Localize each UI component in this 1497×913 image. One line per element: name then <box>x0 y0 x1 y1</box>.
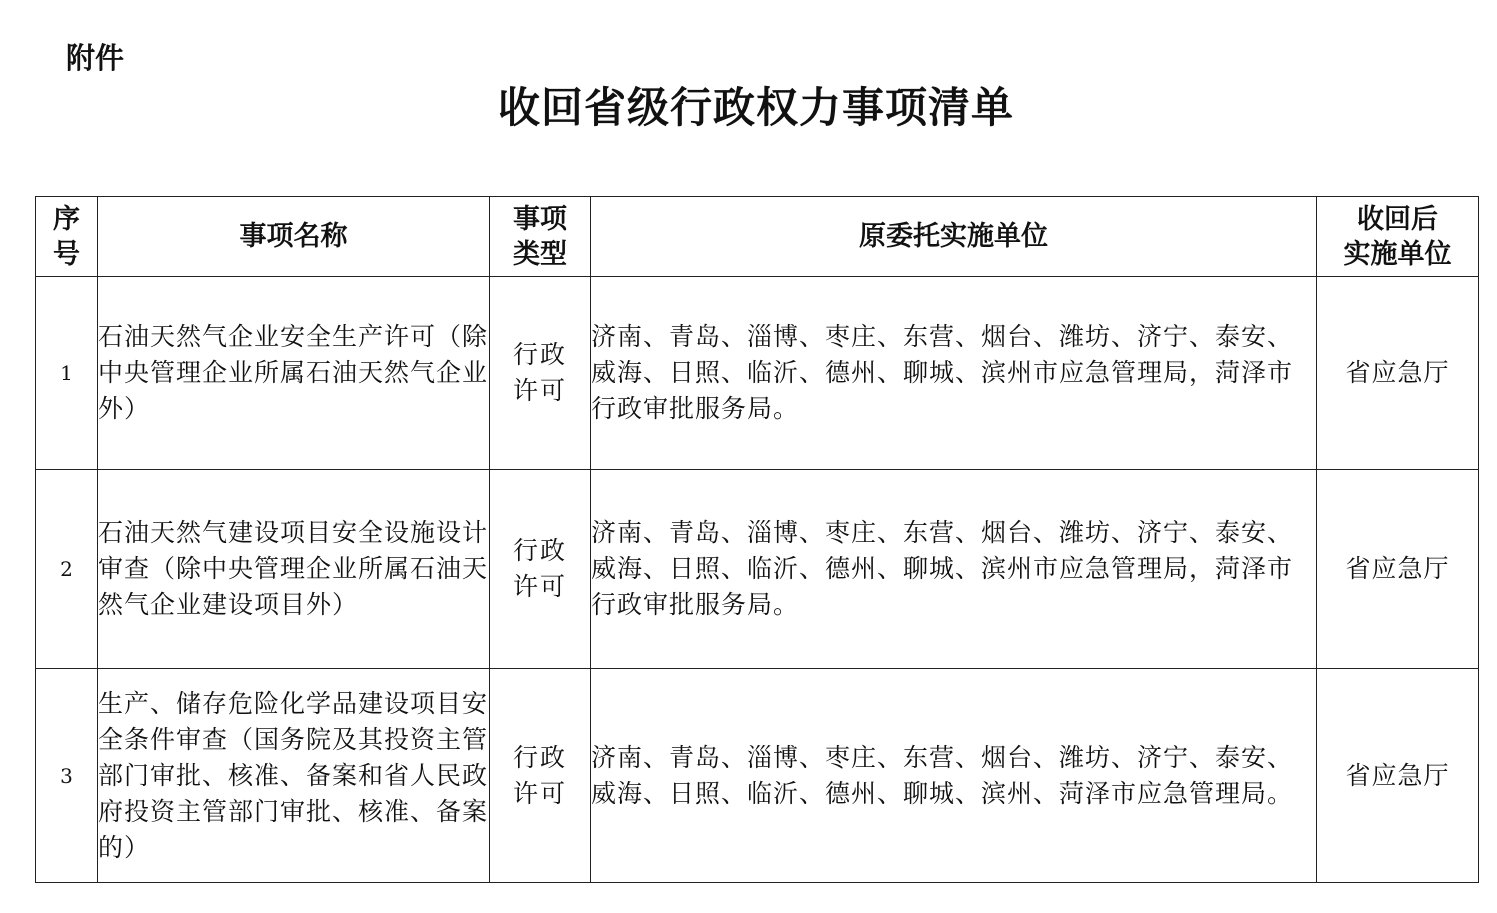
row-item-name: 石油天然气企业安全生产许可（除中央管理企业所属石油天然气企业外） <box>98 277 490 470</box>
column-header-name: 事项名称 <box>98 197 490 277</box>
row-item-type <box>490 669 591 883</box>
column-header-index-line1: 序 <box>53 203 80 235</box>
row-item-type-line2: 许可 <box>512 572 567 601</box>
table-header-row <box>36 197 1479 277</box>
row-index: 3 <box>36 669 98 883</box>
column-header-original-unit: 原委托实施单位 <box>591 197 1317 277</box>
items-table <box>35 196 1479 883</box>
column-header-type-line2: 类型 <box>513 238 567 270</box>
row-after-unit: 省应急厅 <box>1317 277 1479 470</box>
row-item-name: 生产、储存危险化学品建设项目安全条件审查（国务院及其投资主管部门审批、核准、备案和省人民政府投资主管部门审批、核准、备案的） <box>98 669 490 883</box>
table-row <box>36 277 1479 470</box>
row-index: 2 <box>36 470 98 669</box>
row-after-unit: 省应急厅 <box>1317 669 1479 883</box>
row-item-type-line1: 行政 <box>512 536 567 565</box>
column-header-after-unit <box>1317 197 1479 277</box>
row-item-name: 石油天然气建设项目安全设施设计审查（除中央管理企业所属石油天然气企业建设项目外） <box>98 470 490 669</box>
table-row <box>36 470 1479 669</box>
column-header-index <box>36 197 98 277</box>
attachment-label: 附件 <box>66 41 125 75</box>
row-original-unit: 济南、青岛、淄博、枣庄、东营、烟台、潍坊、济宁、泰安、威海、日照、临沂、德州、聊城、滨州、菏泽市应急管理局。 <box>591 669 1317 883</box>
column-header-type-line1: 事项 <box>513 203 567 235</box>
row-item-type <box>490 277 591 470</box>
row-item-type-line2: 许可 <box>512 778 567 808</box>
column-header-index-line2: 号 <box>53 238 80 270</box>
column-header-after-line2: 实施单位 <box>1343 238 1452 270</box>
column-header-after-line1: 收回后 <box>1357 203 1438 235</box>
document-title: 收回省级行政权力事项清单 <box>497 83 1014 132</box>
row-original-unit: 济南、青岛、淄博、枣庄、东营、烟台、潍坊、济宁、泰安、威海、日照、临沂、德州、聊城、滨州市应急管理局，菏泽市行政审批服务局。 <box>591 470 1317 669</box>
row-after-unit: 省应急厅 <box>1317 470 1479 669</box>
row-item-type-line1: 行政 <box>512 340 567 369</box>
row-item-type-line2: 许可 <box>512 376 567 405</box>
column-header-type <box>490 197 591 277</box>
row-index: 1 <box>36 277 98 470</box>
row-item-type-line1: 行政 <box>512 742 567 772</box>
row-item-type <box>490 470 591 669</box>
table-row <box>36 669 1479 883</box>
row-original-unit: 济南、青岛、淄博、枣庄、东营、烟台、潍坊、济宁、泰安、威海、日照、临沂、德州、聊城、滨州市应急管理局，菏泽市行政审批服务局。 <box>591 277 1317 470</box>
